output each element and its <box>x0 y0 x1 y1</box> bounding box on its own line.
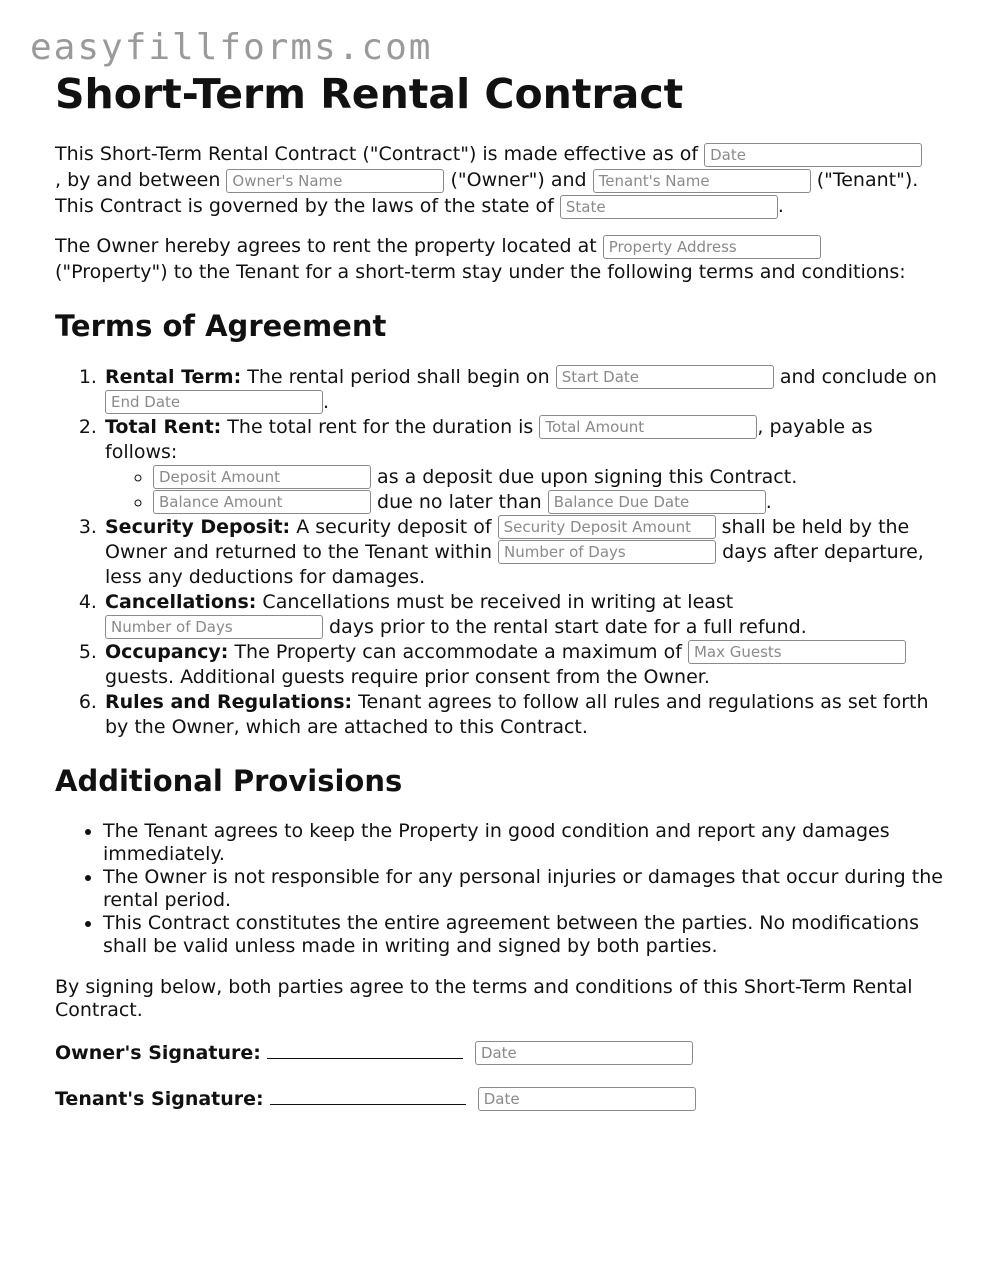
provision-item: • This Contract constitutes the entire agreement between the parties. No modifications shall be valid unless made in writing and signed by both parties. <box>103 912 945 958</box>
watermark: easyfillforms.com <box>30 27 433 68</box>
state-field[interactable]: State <box>560 195 778 219</box>
closing-paragraph: By signing below, both parties agree to the terms and conditions of this Short-Term Rental Contract. <box>55 975 913 1021</box>
balance-amount-field[interactable]: Balance Amount <box>153 490 371 514</box>
balance-item: ◦ Balance Amount due no later than Balance Due Date . <box>153 490 945 515</box>
owner-signature-row <box>55 1040 945 1066</box>
payment-schedule <box>105 465 945 515</box>
page-title: Short-Term Rental Contract <box>55 70 684 118</box>
owner-signature-line[interactable] <box>267 1040 463 1059</box>
provision-item: • The Tenant agrees to keep the Property in good condition and report any damages immediately. <box>103 820 945 866</box>
tenant-signature-label: Tenant's Signature: <box>55 1087 264 1110</box>
term-occupancy: 5. Occupancy: The Property can accommodate a maximum of Max Guests guests. Additional guests require prior consent from the Owner. <box>103 640 945 690</box>
intro-paragraph: This Short-Term Rental Contract ("Contract") is made effective as of Date , by and between Owner's Name ("Owner") and Tenant's Name ("Tenant"). This Contract is governed by the laws of the state of State . <box>55 141 945 219</box>
cancellation-days-field[interactable]: Number of Days <box>105 615 323 639</box>
terms-list <box>55 365 945 740</box>
total-amount-field[interactable]: Total Amount <box>539 415 757 439</box>
property-paragraph: The Owner hereby agrees to rent the property located at Property Address ("Property") to the Tenant for a short-term stay under the following terms and conditions: <box>55 235 906 284</box>
deposit-item: ◦ Deposit Amount as a deposit due upon signing this Contract. <box>153 465 945 490</box>
provision-item: • The Owner is not responsible for any personal injuries or damages that occur during the rental period. <box>103 866 945 912</box>
term-security-deposit: 3. Security Deposit: A security deposit of Security Deposit Amount shall be held by the Owner and returned to the Tenant within Number of Days days after departure, less any deductions for damages. <box>103 515 945 590</box>
security-deposit-amount-field[interactable]: Security Deposit Amount <box>498 515 716 539</box>
max-guests-field[interactable]: Max Guests <box>688 640 906 664</box>
tenant-signature-date-field[interactable]: Date <box>478 1087 696 1111</box>
tenant-signature-row <box>55 1086 945 1112</box>
provisions-list <box>55 820 945 958</box>
start-date-field[interactable]: Start Date <box>556 365 774 389</box>
term-cancellations: 4. Cancellations: Cancellations must be received in writing at least Number of Days days prior to the rental start date for a full refund. <box>103 590 945 640</box>
return-days-field[interactable]: Number of Days <box>498 540 716 564</box>
balance-due-date-field[interactable]: Balance Due Date <box>548 490 766 514</box>
deposit-amount-field[interactable]: Deposit Amount <box>153 465 371 489</box>
term-rules: 6. Rules and Regulations: Tenant agrees to follow all rules and regulations as set forth by the Owner, which are attached to this Contract. <box>103 690 945 740</box>
tenant-signature-line[interactable] <box>270 1086 466 1105</box>
contract-page <box>55 72 945 1132</box>
property-address-field[interactable]: Property Address <box>603 235 821 259</box>
provisions-heading: Additional Provisions <box>55 763 403 798</box>
term-total-rent: 2. Total Rent: The total rent for the duration is Total Amount , payable as follows: ◦ Deposit Amount as a deposit due upon signing this Contract. ◦ Balance Amount due no later than Balance Due Date . <box>103 415 945 515</box>
terms-heading: Terms of Agreement <box>55 309 387 344</box>
term-rental-term: 1. Rental Term: The rental period shall begin on Start Date and conclude on End Date . <box>103 365 945 415</box>
end-date-field[interactable]: End Date <box>105 390 323 414</box>
effective-date-field[interactable]: Date <box>704 143 922 167</box>
owner-signature-date-field[interactable]: Date <box>475 1041 693 1065</box>
tenant-name-field[interactable]: Tenant's Name <box>593 169 811 193</box>
owner-name-field[interactable]: Owner's Name <box>226 169 444 193</box>
owner-signature-label: Owner's Signature: <box>55 1041 261 1064</box>
